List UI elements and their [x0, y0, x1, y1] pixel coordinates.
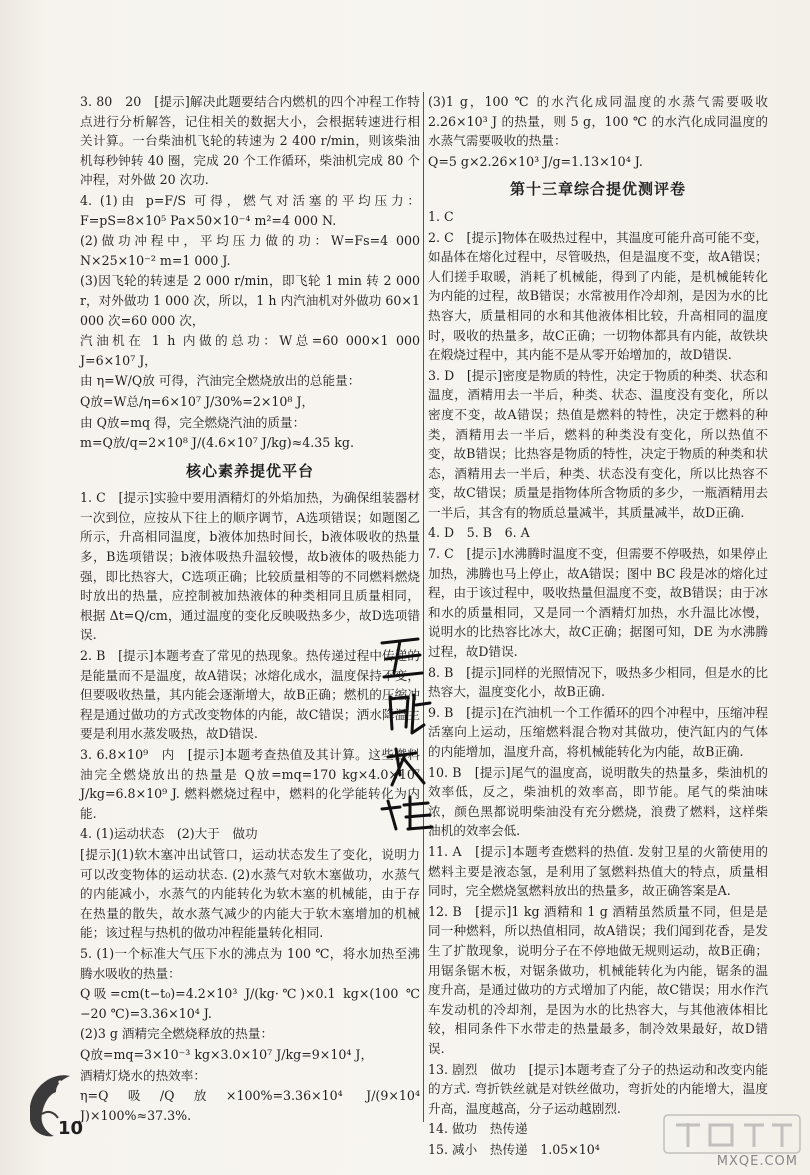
answer-block: 3. D [提示]密度是物质的特性，决定于物质的种类、状态和温度，酒精用去一半后，种类、状态、温度没有变化，所以密度不变，故A错误；热值是燃料的特性，决定于燃料的种类，酒精用去一半后，燃料的种类没有变化，所以热值不变，故B错误；比热容是物质的特性，决定于物质的种类和状态，酒精用去一半后，种类、状态没有变化，所以比热容不变，故C错误；质量是指物体所含物质的多少，一瓶酒精用去一半后，其含有的物质总量减半，其质量减半，故D正确.	[428, 367, 768, 520]
section-title-chapter13: 第十三章综合提优测评卷	[509, 180, 686, 199]
left-bottom-answers	[80, 488, 420, 1125]
answer-block: 3. 80 20 [提示]解决此题要结合内燃机的四个冲程工作特点进行分析解答，记住相关的数据大小，会根据转速进行相关计算。一台柴油机飞轮的转速为 2 400 r/min，则该柴油机每秒钟转 40 圈，完成 20 个工作循环，柴油机完成 80 个冲程，对外做 20 次功.	[80, 94, 420, 188]
answer-block: 7. C [提示]水沸腾时温度不变，但需要不停吸热，如果停止加热，沸腾也马上停止，故A错误；图中 BC 段是冰的熔化过程，由于该过程中，吸收热量但温度不变，故B错误；由于冰和水的质量相同，又是同一个酒精灯加热，水升温比冰慢，说明水的比热容比冰大，故C正确；据图可知，DE 为水沸腾过程，故D错误.	[428, 546, 768, 660]
answer-block: (2)做功冲程中，平均压力做的功：W=Fs=4 000 N×25×10⁻² m=1 000 J.	[80, 233, 420, 268]
formula-line: Q吸=cm(t−t₀)=4.2×10³ J/(kg·℃)×0.1 kg×(100 ℃−20 ℃)=3.36×10⁴ J.	[80, 986, 420, 1021]
left-top-answers	[80, 92, 420, 453]
column-divider	[423, 92, 424, 1122]
formula-line: Q放=W总/η=6×10⁷ J/30%=2×10⁸ J，	[80, 393, 315, 409]
answer-block: 1. C [提示]实验中要用酒精灯的外焰加热，为确保组装器材一次到位，应按从下往上的顺序调节，A选项错误；如题图乙所示，升高相同温度，b液体加热时间长，b液体吸收的热量多，B选项错误；b液体吸热升温较慢，故b液体的吸热能力强，即比热容大，C选项正确；比较质量相等的不同燃料燃烧时放出的热量，应控制被加热液体的种类相同且质量相同，根据 Δt=Q/cm，通过温度的变化反映吸热多少，故D选项错误.	[80, 490, 420, 643]
answer-block: 3. 6.8×10⁹ 内 [提示]本题考查热值及其计算。这些燃料油完全燃烧放出的热量是 Q放=mq=170 kg×4.0×10⁷ J/kg=6.8×10⁹ J. 燃料燃烧过程中，燃料的化学能转化为内能.	[80, 747, 420, 821]
page-number: 10	[58, 1118, 84, 1139]
answer-block: 4. (1)由 p=F/S 可得，燃气对活塞的平均压力：F=pS=8×10⁵ Pa×50×10⁻⁴ m²=4 000 N.	[80, 192, 420, 228]
section-title-core: 核心素养提优平台	[185, 461, 314, 480]
answer-block: 4. D 5. B 6. A	[428, 525, 530, 541]
right-column	[428, 92, 768, 1160]
answer-block: 2. C [提示]物体在吸热过程中，其温度可能升高可能不变，如晶体在熔化过程中，尽管吸热，但是温度不变，故A错误；人们搓手取暖，消耗了机械能，得到了内能，是机械能转化为内能的过程，故B错误；水常被用作冷却剂，是因为水的比热容大，质量相同的水和其他液体相比较，升高相同的温度时，吸收的热量多，故C正确；一切物体都具有内能，故铁块在煅烧过程中，其内能不是从零开始增加的，故D错误.	[428, 229, 768, 363]
answer-block: 2. B [提示]本题考查了常见的热现象。热传递过程中传递的是能量而不是温度，故A错误；冰熔化成水，温度保持不变，但要吸收热量，其内能会逐渐增大，故B正确；燃机的压缩冲程是通过做功的方式改变物体的内能，故C错误；洒水降温主要是利用水蒸发吸热，故D错误.	[80, 648, 420, 742]
formula-line: Q=5 g×2.26×10³ J/g=1.13×10⁴ J.	[428, 153, 643, 169]
handwritten-signature	[370, 625, 450, 835]
answer-block: (2)3 g 酒精完全燃烧释放的热量：	[80, 1026, 274, 1042]
answer-block: 12. B [提示]1 kg 酒精和 1 g 酒精虽然质量不同，但是是同一种燃料，所以热值相同，故A错误；我们闻到花香，是发生了扩散现象，说明分子在不停地做无规则运动，故B正确；用锯条锯木板，对锯条做功，机械能转化为内能，锯条的温度升高，是通过做功的方式增加了内能，故C错误；用水作汽车发动机的冷却剂，是因为水的比热容大，与其他液体相比较，相同条件下水带走的热量最多，制冷效果最好，故D错误.	[428, 903, 768, 1056]
answer-block: 13. 剧烈 做功 [提示]本题考查了分子的热运动和改变内能的方式. 弯折铁丝就是对铁丝做功，弯折处的内能增大，温度升高，温度越高，分子运动越剧烈.	[428, 1061, 768, 1116]
answer-block: 由 Q放=mq 得，完全燃烧汽油的质量：	[80, 414, 306, 430]
answer-block: 14. 做功 热传递	[428, 1121, 528, 1137]
formula-line: m=Q放/q=2×10⁸ J/(4.6×10⁷ J/kg)≈4.35 kg.	[80, 435, 354, 451]
formula-line: Q放=mq=3×10⁻³ kg×3.0×10⁷ J/kg=9×10⁴ J，	[80, 1046, 374, 1062]
answer-block: 1. C	[428, 208, 454, 224]
answer-block: 9. B [提示]在汽油机一个工作循环的四个冲程中，压缩冲程活塞向上运动，压缩燃料混合物对其做功，使汽缸内的气体的内能增加，温度升高，将机械能转化为内能，故B正确.	[428, 704, 768, 759]
right-top-answers	[428, 92, 768, 171]
answer-block: 8. B [提示]同样的光照情况下，吸热多少相同，但是水的比热容大，温度变化小，故B正确.	[428, 664, 768, 700]
answer-block: 11. A [提示]本题考查燃料的热值. 发射卫星的火箭使用的燃料主要是液态氢，是利用了氢燃料热值大的特点，质量相同时，完全燃烧氢燃料放出的热量多，故正确答案是A.	[428, 843, 768, 899]
right-bottom-answers	[428, 207, 768, 1160]
answer-block: 酒精灯烧水的热效率：	[80, 1067, 206, 1083]
answer-block: 汽油机在 1 h 内做的总功：W总=60 000×1 000 J=6×10⁷ J，	[80, 333, 420, 368]
answer-block: 由 η=W/Q放 可得，汽油完全燃烧放出的总能量：	[80, 373, 361, 389]
watermark-url: MXQE.COM	[716, 1154, 798, 1169]
answer-block: 4. (1)运动状态 (2)大于 做功	[80, 826, 258, 842]
answer-block: 5. (1)一个标准大气压下水的沸点为 100 ℃，将水加热至沸腾水吸收的热量：	[80, 945, 420, 981]
left-column	[80, 92, 420, 1126]
answer-block: [提示](1)软木塞冲出试管口，运动状态发生了变化，说明力可以改变物体的运动状态. (2)水蒸气对软木塞做功，水蒸气的内能减小，水蒸气的内能转化为软木塞的机械能，由于存在热量的散失，故水蒸气减少的内能大于软木塞增加的机械能；该过程与热机的做功冲程能量转化相同.	[80, 846, 420, 941]
answer-block: (3)因飞轮的转速是 2 000 r/min，即飞轮 1 min 转 2 000 r，对外做功 1 000 次，所以，1 h 内汽油机对外做功 60×1 000 次=60 000 次，	[80, 273, 420, 328]
answer-block: (3)1 g，100 ℃ 的水汽化成同温度的水蒸气需要吸收 2.26×10³ J 的热量，则 5 g，100 ℃ 的水汽化成同温度的水蒸气需要吸收的热量：	[428, 94, 768, 149]
answer-block: 10. B [提示]尾气的温度高，说明散失的热量多，柴油机的效率低，反之，柴油机的效率高，即节能。尾气的柴油味浓，颜色黑都说明柴油没有充分燃烧，浪费了燃料，这样柴油机的效率会低.	[428, 764, 768, 839]
answer-block: 15. 减小 热传递 1.05×10⁴	[428, 1141, 600, 1157]
formula-line: η=Q吸/Q放×100%=3.36×10⁴ J/(9×10⁴ J)×100%≈37.3%.	[80, 1088, 420, 1123]
